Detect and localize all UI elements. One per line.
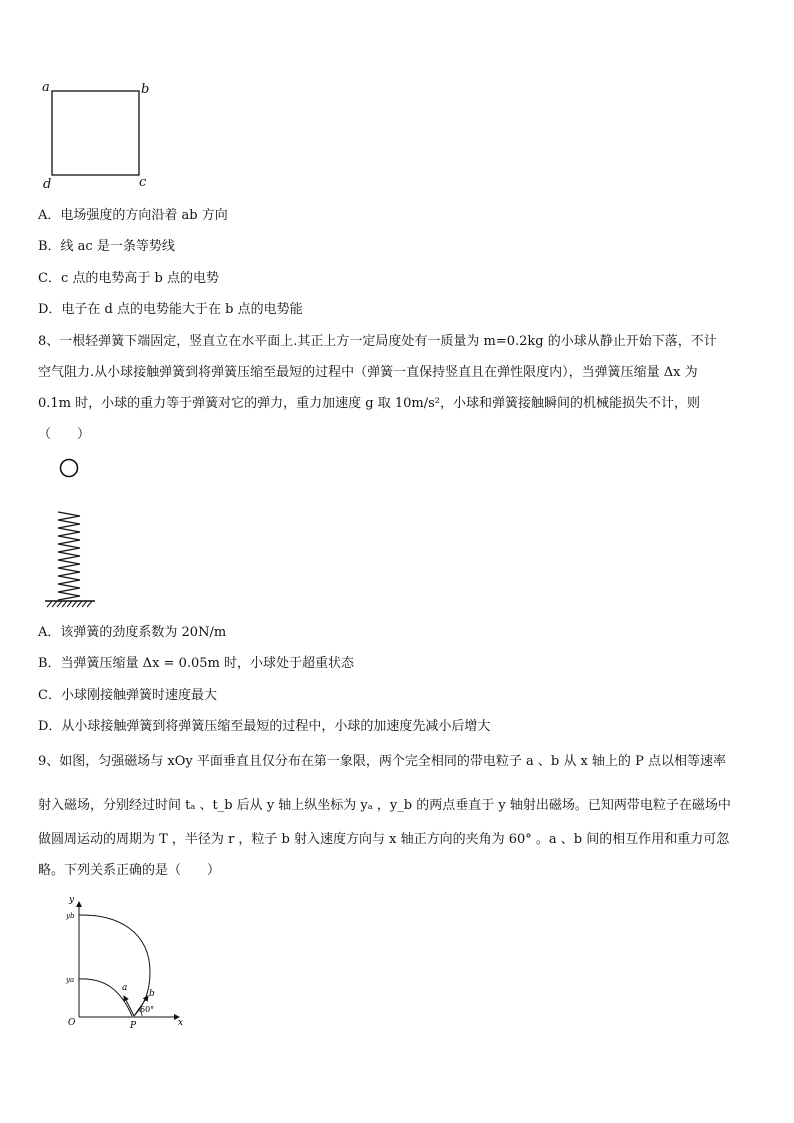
q8-option-a: A．该弹簧的劲度系数为 20N/m [38, 625, 227, 640]
trajectory-diagram [58, 892, 193, 1032]
q8-stem-line2: 空气阻力.从小球接触弹簧到将弹簧压缩至最短的过程中（弹簧一直保持竖直且在弹性限度内），当弹簧压缩量 Δx 为 [38, 365, 698, 380]
q8-option-d: D．从小球接触弹簧到将弹簧压缩至最短的过程中，小球的加速度先减小后增大 [38, 719, 491, 734]
q9-stem-line4: 略。下列关系正确的是（ ） [38, 863, 221, 878]
q7-option-a: A．电场强度的方向沿着 ab 方向 [38, 208, 228, 223]
point-p-label: P [130, 1021, 137, 1031]
y-axis-label: y [69, 895, 75, 905]
label-c: c [139, 175, 147, 190]
q8-stem-line3: 0.1m 时，小球的重力等于弹簧对它的弹力，重力加速度 g 取 10m/s²，小球和弹簧接触瞬间的机械能损失不计，则 [38, 396, 700, 411]
label-a: a [42, 80, 50, 95]
ya-label: ya [66, 976, 75, 984]
q7-option-d: D．电子在 d 点的电势能大于在 b 点的电势能 [38, 302, 303, 317]
angle-label: 60° [140, 1005, 155, 1014]
q8-option-c: C．小球刚接触弹簧时速度最大 [38, 688, 217, 703]
q8-answer-blank: （ ） [38, 427, 91, 442]
trajectory-b-label: b [149, 989, 155, 999]
q9-stem-line1: 9、如图，匀强磁场与 xOy 平面垂直且仅分布在第一象限，两个完全相同的带电粒子 a 、b 从 x 轴上的 P 点以相等速率 [38, 754, 726, 769]
trajectory-a-label: a [122, 983, 128, 993]
spring-diagram [40, 452, 110, 612]
q7-option-b: B．线 ac 是一条等势线 [38, 239, 175, 254]
q9-stem-line2: 射入磁场，分别经过时间 tₐ 、t_b 后从 y 轴上纵坐标为 yₐ ，y_b 的两点垂直于 y 轴射出磁场。已知两带电粒子在磁场中 [38, 798, 731, 813]
q8-option-b: B．当弹簧压缩量 Δx = 0.05m 时，小球处于超重状态 [38, 656, 354, 671]
square-figure [40, 82, 160, 192]
q9-stem-line3: 做圆周运动的周期为 T ，半径为 r ，粒子 b 射入速度方向与 x 轴正方向的夹角为 60° 。a 、b 间的相互作用和重力可忽 [38, 832, 730, 847]
label-b: b [141, 82, 150, 97]
trajectory-figure [58, 892, 193, 1032]
q8-stem-line1: 8、一根轻弹簧下端固定，竖直立在水平面上.其正上方一定局度处有一质量为 m=0.2kg 的小球从静止开始下落，不计 [38, 334, 717, 349]
label-d: d [43, 177, 52, 192]
origin-label: O [68, 1018, 76, 1028]
q7-option-c: C．c 点的电势高于 b 点的电势 [38, 271, 219, 286]
yb-label: yb [66, 912, 75, 920]
x-axis-label: x [178, 1018, 184, 1028]
spring-figure [40, 452, 110, 612]
